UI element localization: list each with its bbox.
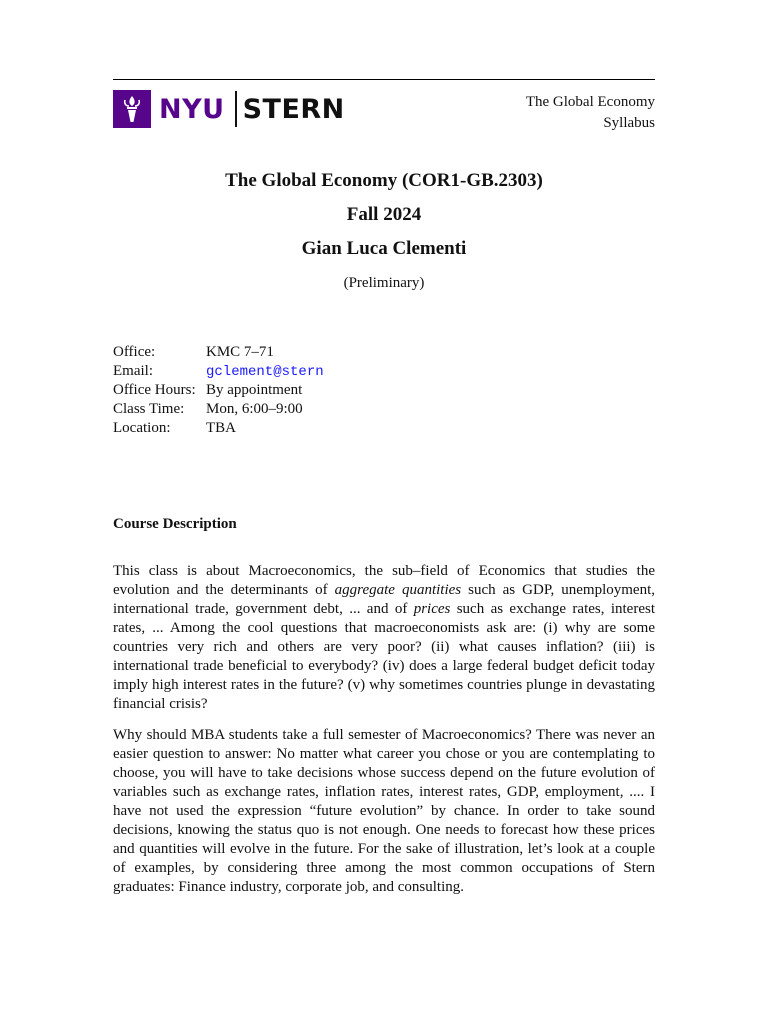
nyu-stern-logo: [113, 89, 345, 129]
instructor-name: Gian Luca Clementi: [301, 238, 467, 259]
location-value: TBA: [206, 420, 236, 436]
p1-text-c: such as exchange rates, interest rates, ... Among the cool questions that macroeconomists ask are: (i) why are some countries very rich and others are very poor? (ii) what causes inflation? (iii) is international trade beneficial to everybody? (iv) does a large federal budget deficit today imply high interest rates in the future? (v) why sometimes countries plunge in devastating financial crisis?: [113, 601, 655, 712]
info-row-location: [113, 420, 324, 439]
logo-stern-text: STERN: [242, 93, 345, 125]
header-rule: [113, 79, 655, 80]
header-course-name: The Global Economy: [525, 94, 655, 110]
p1-emphasis-quantities: aggregate quantities: [334, 582, 462, 598]
description-paragraph-2: Why should MBA students take a full semester of Macroeconomics? There was never an easier question to answer: No matter what career you chose or you are contemplating to choose, you will have to take decisions whose success depend on the future evolution of variables such as exchange rates, inflation rates, interest rates, GDP, employment, .... I have not used the expression “future evolution” by chance. In order to take sound decisions, knowing the status quo is not enough. One needs to forecast how these prices and quantities will evolve in the future. For the sake of illustration, let’s look at a couple of examples, by considering three among the most common occupations of Stern graduates: Finance industry, corporate job, and consulting.: [113, 727, 655, 895]
email-link[interactable]: gclement@stern: [206, 364, 324, 380]
office-value: KMC 7–71: [206, 344, 274, 360]
time-label: Class Time:: [113, 401, 185, 417]
info-row-hours: [113, 382, 324, 401]
logo-nyu-text: NYU: [159, 93, 225, 125]
hours-label: Office Hours:: [113, 382, 196, 398]
course-title: The Global Economy (COR1-GB.2303): [225, 170, 543, 191]
header-right: [526, 92, 655, 134]
info-row-time: [113, 401, 324, 420]
preliminary-note: (Preliminary): [343, 275, 425, 291]
office-label: Office:: [113, 344, 156, 360]
course-info-table: [113, 344, 324, 439]
course-term: Fall 2024: [346, 204, 422, 225]
email-label: Email:: [113, 363, 153, 379]
hours-value: By appointment: [206, 382, 303, 398]
p1-emphasis-prices: prices: [413, 601, 451, 617]
description-paragraph-1: [113, 562, 655, 714]
info-row-office: [113, 344, 324, 363]
location-label: Location:: [113, 420, 171, 436]
header-doc-type: Syllabus: [603, 115, 655, 131]
p1-text-a: This class is about Macroeconomics, the sub–field of Economics that studies the evolution and the determinants of: [113, 563, 655, 598]
info-row-email: [113, 363, 324, 382]
logo-divider: [235, 91, 237, 127]
p1-text-b: such as GDP, unemployment, international trade, government debt, ... and of: [113, 582, 655, 617]
torch-icon: [113, 90, 151, 128]
time-value: Mon, 6:00–9:00: [206, 401, 303, 417]
section-heading: Course Description: [113, 516, 237, 532]
